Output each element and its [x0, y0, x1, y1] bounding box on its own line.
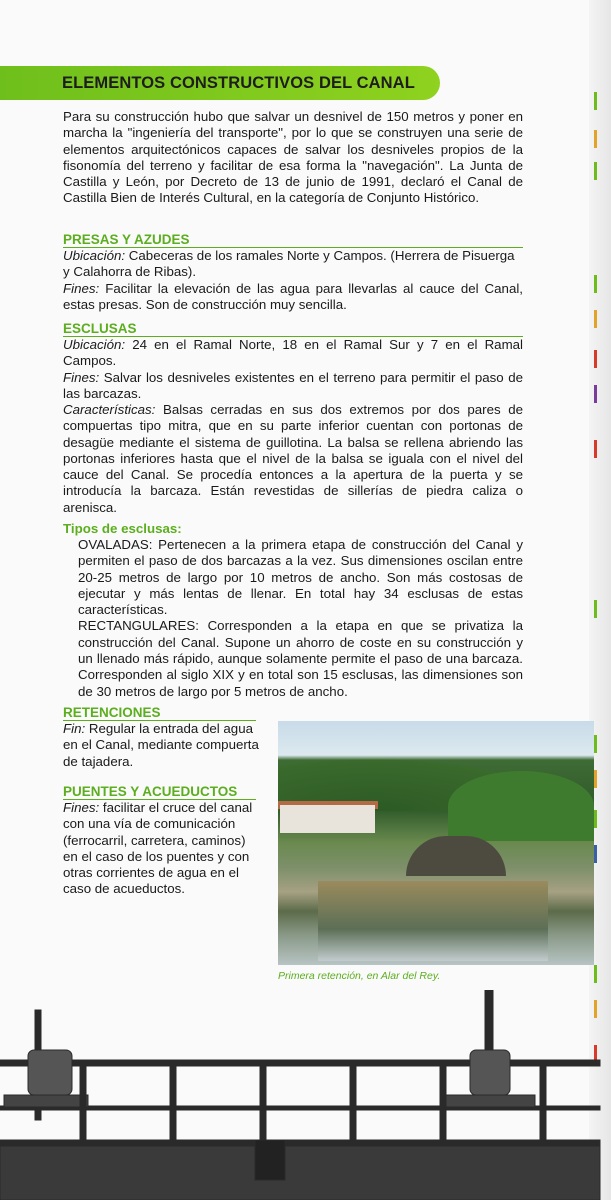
- esclusas-caracteristicas: [63, 402, 523, 516]
- value: Cabeceras de los ramales Norte y Campos. (Herrera de Pisuerga y Calahorra de Ribas).: [63, 248, 515, 280]
- puentes-fines: [63, 800, 261, 898]
- photo-lock-gate: [406, 836, 506, 876]
- value: Facilitar la elevación de las agua para llevarlas al cauce del Canal, estas presas. Son de construcción muy sencilla.: [63, 281, 523, 313]
- esclusas-ubicacion: [63, 337, 523, 370]
- retenciones-fin: [63, 721, 261, 770]
- edge-tick: [594, 600, 597, 618]
- edge-tick: [594, 92, 597, 110]
- photo-caption: Primera retención, en Alar del Rey.: [278, 970, 441, 982]
- label: Ubicación:: [63, 337, 126, 352]
- edge-tick: [594, 845, 597, 863]
- label: Ubicación:: [63, 248, 126, 263]
- page-title: ELEMENTOS CONSTRUCTIVOS DEL CANAL: [62, 74, 415, 92]
- photo-trees: [448, 771, 594, 841]
- tipo-rectangulares: RECTANGULARES: Corresponden a la etapa en que se privatiza la construcción del Canal. Supone un ahorro de coste en su construcción y un llenado más rápido, aunque solamente permite el paso de una barcaza. Corresponden al siglo XIX y en total son 15 esclusas, las dimensiones son de 30 metros de largo por 5 metros de ancho.: [78, 618, 523, 699]
- label: Características:: [63, 402, 156, 417]
- section-title-retenciones: RETENCIONES: [63, 705, 256, 721]
- label: Fines:: [63, 370, 100, 385]
- section-title-esclusas: ESCLUSAS: [63, 321, 523, 337]
- label: Fin:: [63, 721, 86, 736]
- intro-paragraph: Para su construcción hubo que salvar un desnivel de 150 metros y poner en marcha la "ingeniería del transporte", por lo que se construyen una serie de elementos arquitectónicos capaces de salvar los desniveles propios de la fisonomía del terreno y facilitar de esa forma la "navegación". La Junta de Castilla y León, por Decreto de 13 de junio de 1991, declaró el Canal de Castilla Bien de Interés Cultural, en la categoría de Conjunto Histórico.: [63, 109, 523, 206]
- edge-tick: [594, 310, 597, 328]
- photo-water: [318, 881, 548, 961]
- value: Regular la entrada del agua en el Canal, mediante compuerta de tajadera.: [63, 721, 259, 769]
- edge-tick: [594, 735, 597, 753]
- title-banner: [0, 66, 440, 100]
- presas-ubicacion: [63, 248, 523, 281]
- edge-tick: [594, 810, 597, 828]
- canal-photo: [278, 721, 594, 965]
- tipos-list: [78, 537, 523, 700]
- section-title-presas: PRESAS Y AZUDES: [63, 232, 523, 248]
- edge-tick: [594, 130, 597, 148]
- label: Fines:: [63, 800, 100, 815]
- value: Salvar los desniveles existentes en el terreno para permitir el paso de las barcazas.: [63, 370, 523, 402]
- edge-tick: [594, 965, 597, 983]
- edge-tick: [594, 350, 597, 368]
- section-title-puentes: PUENTES Y ACUEDUCTOS: [63, 784, 256, 800]
- value: 24 en el Ramal Norte, 18 en el Ramal Sur y 7 en el Ramal Campos.: [63, 337, 524, 369]
- edge-tick: [594, 440, 597, 458]
- tipos-title: Tipos de esclusas:: [63, 521, 182, 536]
- value: facilitar el cruce del canal con una vía de comunicación (ferrocarril, carretera, caminos) en el caso de los puentes y con otras corrientes de agua en el caso de acueductos.: [63, 800, 253, 897]
- edge-tick: [594, 275, 597, 293]
- tipo-ovaladas: OVALADAS: Pertenecen a la primera etapa de construcción del Canal y permiten el paso de dos barcazas a la vez. Sus dimensiones oscilan entre 20-25 metros de largo por 10 metros de ancho. Son más costosas de ejecutar y más lentas de llenar. En total hay 34 esclusas de estas características.: [78, 537, 523, 618]
- bridge-railing-illustration: [0, 990, 611, 1200]
- value: Balsas cerradas en sus dos extremos por dos pares de compuertas tipo mitra, que en su parte inferior cuentan con portonas de desagüe mediante el sistema de guillotina. La balsa se rellena abriendo las portonas inferiores hasta que el nivel de la balsa se iguala con el nivel del cauce del Canal. Se procedía entonces a la apertura de la puerta y se introducía la barcaza. Están revestidas de sillerías de piedra caliza o arenisca.: [63, 402, 524, 515]
- edge-tick: [594, 385, 597, 403]
- edge-tick: [594, 770, 597, 788]
- label: Fines:: [63, 281, 100, 296]
- esclusas-fines: [63, 370, 523, 403]
- photo-house: [280, 805, 375, 833]
- presas-fines: [63, 281, 523, 314]
- edge-tick: [594, 162, 597, 180]
